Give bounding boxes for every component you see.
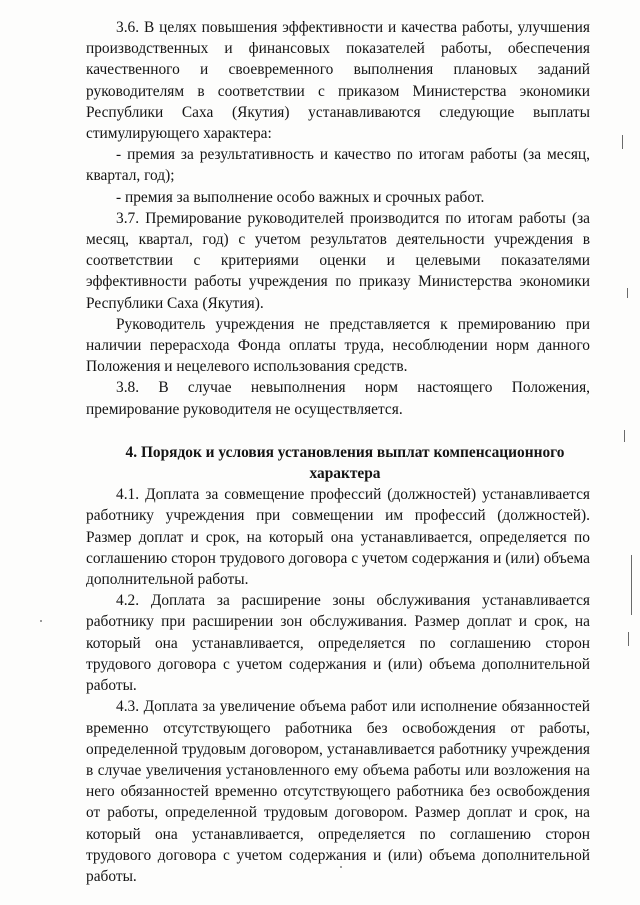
paragraph-4-1: 4.1. Доплата за совмещение профессий (должностей) устанавливается работнику учреждения при совмещении им профессий (должностей). Размер доплат и срок, на который она устанавливается, определяется по соглашению сторон трудового договора с учетом содержания и (или) объема дополнительной работы. [86, 486, 590, 589]
paragraph-3-6: 3.6. В целях повышения эффективности и качества работы, улучшения производственных и финансовых показателей работы, обеспечения качественного и своевременного выполнения плановых заданий руководителям в соответствии с приказом Министерства экономики Республики Саха (Якутия) устанавливаются следующие выплаты стимулирующего характера: [86, 19, 590, 143]
scan-edge-mark [624, 430, 625, 442]
list-item-premium-urgent-work: - премия за выполнение особо важных и срочных работ. [116, 188, 485, 206]
paragraph-4-2: 4.2. Доплата за расширение зоны обслуживания устанавливается работнику при расширении зон обслуживания. Размер доплат и срок, на который она устанавливается, определяется по соглашению сторон трудового договора с учетом содержания и (или) объема дополнительной работы. [86, 592, 590, 695]
scan-edge-mark [628, 632, 629, 646]
paragraph-4-3: 4.3. Доплата за увеличение объема работ или исполнение обязанностей временно отсутствующего работника без освобождения от работы, определенной трудовым договором, устанавливается работнику учреждения в случае увеличения установленного ему объема работы или возложения на него обязанностей временно отсутствующего работника без освобождения от работы, определенной трудовым договором. Размер доплат и срок, на который она устанавливается, определяется по соглашению сторон трудового договора с учетом содержания и (или) объема дополнительной работы. [86, 698, 590, 885]
scan-edge-mark [622, 135, 623, 149]
section-4-heading: 4. Порядок и условия установления выплат компенсационного характера [125, 443, 565, 483]
scan-edge-mark [627, 288, 628, 298]
paragraph-head-not-awarded: Руководитель учреждения не представляется к премированию при наличии перерасхода Фонда оплаты труда, несоблюдении норм данного Положения и нецелевого использования средств. [86, 315, 590, 376]
list-item-premium-results: - премия за результативность и качество по итогам работы (за месяц, квартал, год); [86, 146, 590, 185]
paragraph-3-8: 3.8. В случае невыполнения норм настоящего Положения, премирование руководителя не осуществляется. [86, 379, 590, 418]
document-body [86, 17, 590, 887]
scan-speck [40, 620, 42, 622]
scan-edge-mark [631, 555, 632, 615]
paragraph-3-7: 3.7. Премирование руководителей производится по итогам работы (за месяц, квартал, год) с учетом результатов деятельности учреждения в соответствии с критериями оценки и целевыми показателями эффективности работы учреждения по приказу Министерства экономики Республики Саха (Якутия). [86, 209, 590, 312]
scan-speck [340, 866, 342, 868]
